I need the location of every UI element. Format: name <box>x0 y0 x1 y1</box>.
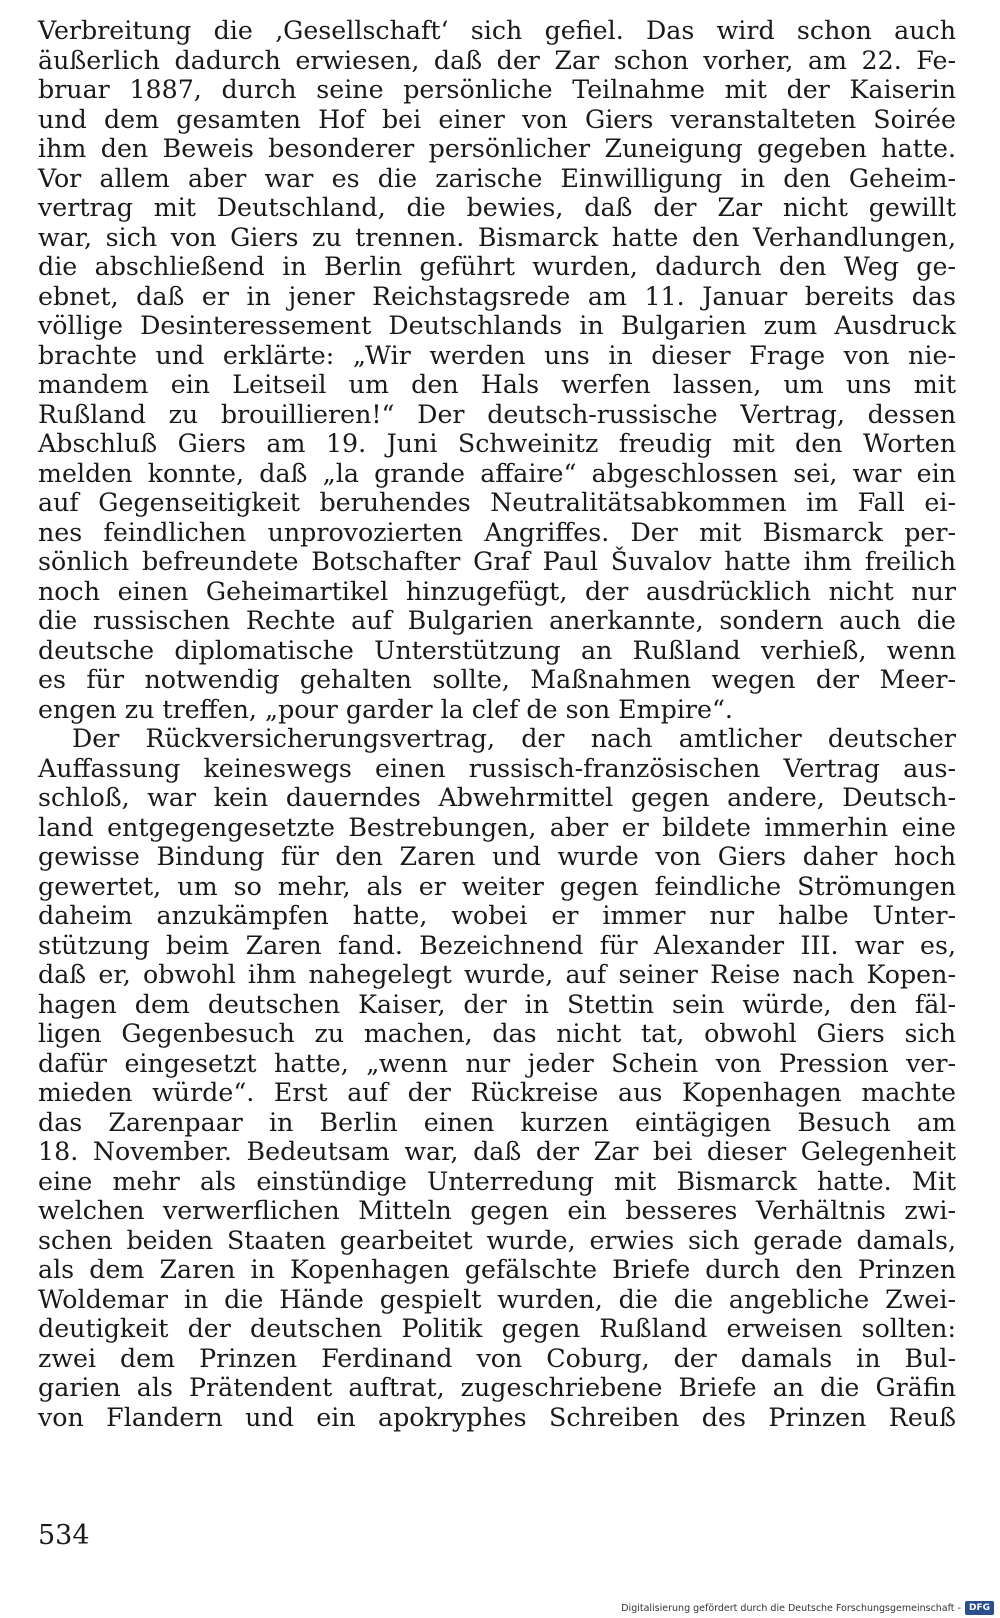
text-line: Rußland zu brouillieren!“ Der deutsch-russische Vertrag, dessen <box>38 399 956 429</box>
text-line: hagen dem deutschen Kaiser, der in Stettin sein würde, den fäl- <box>38 989 956 1019</box>
text-line: äußerlich dadurch erwiesen, daß der Zar schon vorher, am 22. Fe- <box>38 45 956 75</box>
text-line: Verbreitung die ‚Gesellschaft‘ sich gefiel. Das wird schon auch <box>38 16 956 45</box>
text-line: ligen Gegenbesuch zu machen, das nicht tat, obwohl Giers sich <box>38 1019 956 1048</box>
dfg-logo: DFG <box>965 1601 994 1615</box>
text-line: deutsche diplomatische Unterstützung an Rußland verhieß, wenn <box>38 635 956 665</box>
text-line: war, sich von Giers zu trennen. Bismarck hatte den Verhandlungen, <box>38 222 956 252</box>
text-line: ebnet, daß er in jener Reichstagsrede am 11. Januar bereits das <box>38 281 956 311</box>
text-line: deutigkeit der deutschen Politik gegen Rußland erweisen sollten: <box>38 1314 956 1343</box>
text-line: land entgegengesetzte Bestrebungen, aber er bildete immerhin eine <box>38 812 956 842</box>
text-line: daß er, obwohl ihm nahegelegt wurde, auf seiner Reise nach Kopen- <box>38 960 956 989</box>
text-line: Abschluß Giers am 19. Juni Schweinitz freudig mit den Worten <box>38 429 956 458</box>
text-line: daheim anzukämpfen hatte, wobei er immer nur halbe Unter- <box>38 901 956 930</box>
text-line: engen zu treffen, „pour garder la clef de son Empire“. <box>38 694 733 724</box>
text-line: die russischen Rechte auf Bulgarien anerkannte, sondern auch die <box>38 606 956 635</box>
text-line: gewisse Bindung für den Zaren und wurde von Giers daher hoch <box>38 842 956 871</box>
text-line: eine mehr als einstündige Unterredung mit Bismarck hatte. Mit <box>38 1166 956 1196</box>
text-line: melden konnte, daß „la grande affaire“ abgeschlossen sei, war ein <box>38 458 956 488</box>
text-line: brachte und erklärte: „Wir werden uns in dieser Frage von nie- <box>38 340 956 370</box>
text-line: es für notwendig gehalten sollte, Maßnahmen wegen der Meer- <box>38 665 956 694</box>
text-line: vertrag mit Deutschland, die bewies, daß der Zar nicht gewillt <box>38 193 956 222</box>
text-line: das Zarenpaar in Berlin einen kurzen eintägigen Besuch am <box>38 1107 956 1137</box>
text-line: gewertet, um so mehr, als er weiter gegen feindliche Strömungen <box>38 871 956 901</box>
digitization-credit <box>621 1601 994 1615</box>
text-line: nes feindlichen unprovozierten Angriffes. Der mit Bismarck per- <box>38 517 956 547</box>
text-line: 18. November. Bedeutsam war, daß der Zar bei dieser Gelegenheit <box>38 1137 956 1166</box>
text-line: garien als Prätendent auftrat, zugeschriebene Briefe an die Gräfin <box>38 1373 956 1402</box>
page-number: 534 <box>38 1520 90 1551</box>
text-line: stützung beim Zaren fand. Bezeichnend für Alexander III. war es, <box>38 930 956 960</box>
text-line: zwei dem Prinzen Ferdinand von Coburg, der damals in Bul- <box>38 1343 956 1373</box>
text-line: Auffassung keineswegs einen russisch-französischen Vertrag aus- <box>38 753 956 783</box>
text-line: völlige Desinteressement Deutschlands in Bulgarien zum Ausdruck <box>38 311 956 340</box>
text-line: noch einen Geheimartikel hinzugefügt, der ausdrücklich nicht nur <box>38 576 956 606</box>
text-line: welchen verwerflichen Mitteln gegen ein besseres Verhältnis zwi- <box>38 1196 956 1225</box>
credit-text: Digitalisierung gefördert durch die Deutsche Forschungsgemeinschaft - <box>621 1602 961 1614</box>
text-line: auf Gegenseitigkeit beruhendes Neutralitätsabkommen im Fall ei- <box>38 488 956 517</box>
text-line: bruar 1887, durch seine persönliche Teilnahme mit der Kaiserin <box>38 75 956 104</box>
text-line: schen beiden Staaten gearbeitet wurde, erwies sich gerade damals, <box>38 1225 956 1255</box>
text-line: dafür eingesetzt hatte, „wenn nur jeder Schein von Pression ver- <box>38 1048 956 1078</box>
text-line: Der Rückversicherungsvertrag, der nach amtlicher deutscher <box>72 724 956 753</box>
text-line: sönlich befreundete Botschafter Graf Paul Šuvalov hatte ihm freilich <box>38 547 956 576</box>
text-line: mieden würde“. Erst auf der Rückreise aus Kopenhagen machte <box>38 1078 956 1107</box>
text-line: ihm den Beweis besonderer persönlicher Zuneigung gegeben hatte. <box>38 134 956 163</box>
text-line: und dem gesamten Hof bei einer von Giers veranstalteten Soirée <box>38 104 956 134</box>
text-line: Vor allem aber war es die zarische Einwilligung in den Geheim- <box>38 163 956 193</box>
text-line: schloß, war kein dauerndes Abwehrmittel gegen andere, Deutsch- <box>38 783 956 812</box>
body-text <box>38 16 956 1432</box>
text-line: als dem Zaren in Kopenhagen gefälschte Briefe durch den Prinzen <box>38 1255 956 1284</box>
text-line: von Flandern und ein apokryphes Schreiben des Prinzen Reuß <box>38 1402 956 1432</box>
text-line: Woldemar in die Hände gespielt wurden, die die angebliche Zwei- <box>38 1284 956 1314</box>
text-line: mandem ein Leitseil um den Hals werfen lassen, um uns mit <box>38 370 956 399</box>
text-line: die abschließend in Berlin geführt wurden, dadurch den Weg ge- <box>38 252 956 281</box>
